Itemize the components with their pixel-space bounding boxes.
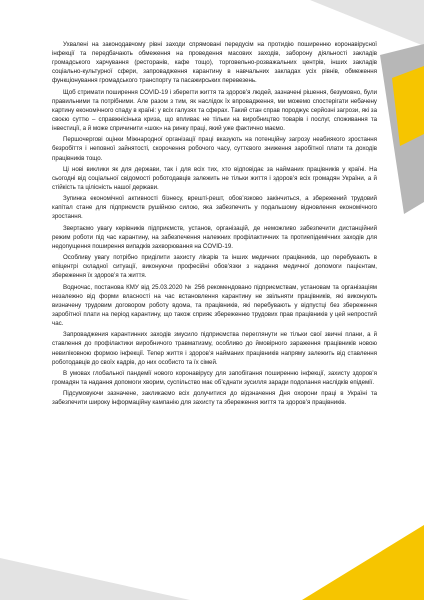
paragraph: Першочергові оцінки Міжнародної організації праці вказують на потенційну загрозу неабиякого зростання безробіття і неповної зайнятості, скорочення робочого часу, суттєвого зниження заробітної плати та доходів працівників тощо. (52, 136, 377, 162)
paragraph: Особливу увагу потрібно приділити захисту лікарів та інших медичних працівників, що перебувають в епіцентрі складної ситуації, виконуючи професійні обов’язки з надання медичної допомоги пацієнтам, збереження їх здоров’я та життя. (52, 254, 377, 280)
bottom-left-gray-triangle (0, 558, 190, 600)
paragraph: Водночас, постанова КМУ від 25.03.2020 № 256 рекомендовано підприємствам, установам та організаціям незалежно від форми власності на час встановлення карантину не звільняти працівників, які виконують визначену трудовим договором роботу вдома, та працівників, які перебувають у відпустці без збереження заробітної плати на період карантину, що також сприяє збереженню трудових прав працівників у цей непростий час. (52, 283, 377, 328)
body-text (52, 40, 377, 410)
paragraph: Ухвалені на законодавчому рівні заходи спрямовані передусім на протидію поширенню коронавірусної інфекції та передбачають обмеження на проведення масових заходів, заборону діяльності закладів громадського харчування (ресторанів, кафе тощо), торговельно-розважальних центрів, інших закладів соціально-культурної сфери, запровадження карантину в навчальних закладах усіх рівнів, обмеження функціонування громадського транспорту та пасажирських перевезень. (52, 41, 377, 85)
paragraph: Звертаємо увагу керівників підприємств, установ, організацій, де неможливо забезпечити дистанційний режим роботи під час карантину, на забезпечення належних профілактичних та протиепідемічних заходів для недопущення поширення випадків захворювання на COVID-19. (52, 224, 377, 250)
bottom-right-yellow-triangle (302, 525, 424, 600)
paragraph: Ці нові виклики як для держави, так і для всіх тих, хто відповідає за найманих працівників у країні. На сьогодні від соціальної свідомості роботодавців залежить не тільки життя і здоров’я всіх громадян України, а й стійкість та цілісність нашої держави. (52, 165, 377, 191)
paragraph: Зупинка економічної активності бізнесу, врешті-решт, обов’язково закінчиться, а збережений трудовий капітал стане для підприємств рушійною силою, яка забезпечить у подальшому відновлення економічного зростання. (52, 195, 377, 221)
paragraph: Запроваджения карантинних заходів змусило підприємства переглянути не тільки свої звичні плани, а й ставлення до профілактики виробничого травматизму, особливо до ймовірного зараження працівників новою невиліковною формою інфекції. Тепер життя і здоров’я найманих працівників напряму залежить від ставлення роботодавців до своїх кадрів, до них особисто та їх сімей. (52, 331, 377, 366)
paragraph: Щоб стримати поширення COVID-19 і зберегти життя та здоров’я людей, зазначені рішення, безумовно, були правильними та потрібними. Але разом з тим, як наслідок їх впровадження, ми можемо спостерігати небачену картину економічного спаду в країні: у всіх галузях та сферах. Такий стан справ породжує серйозні загрози, які за своєю суттю – справжнісінька криза, що впливає не тільки на виробництво товарів і послуг, споживання та інвестиції, а й може спричинити «шок» на ринку праці, який уже фактично маємо. (52, 88, 377, 133)
paragraph: Підсумовуючи зазначене, закликаємо всіх долучитися до відзначення Дня охорони праці в Україні та забезпечити широку інформаційну кампанію для захисту та збереження життя та здоров’я працівників. (52, 390, 377, 407)
paragraph: В умовах глобальної пандемії нового коронавірусу для запобігання поширенню інфекції, захисту здоров’я громадян та надання допомоги хворим, суспільство має об’єднати зусилля заради подолання наслідків епідемії. (52, 369, 377, 386)
